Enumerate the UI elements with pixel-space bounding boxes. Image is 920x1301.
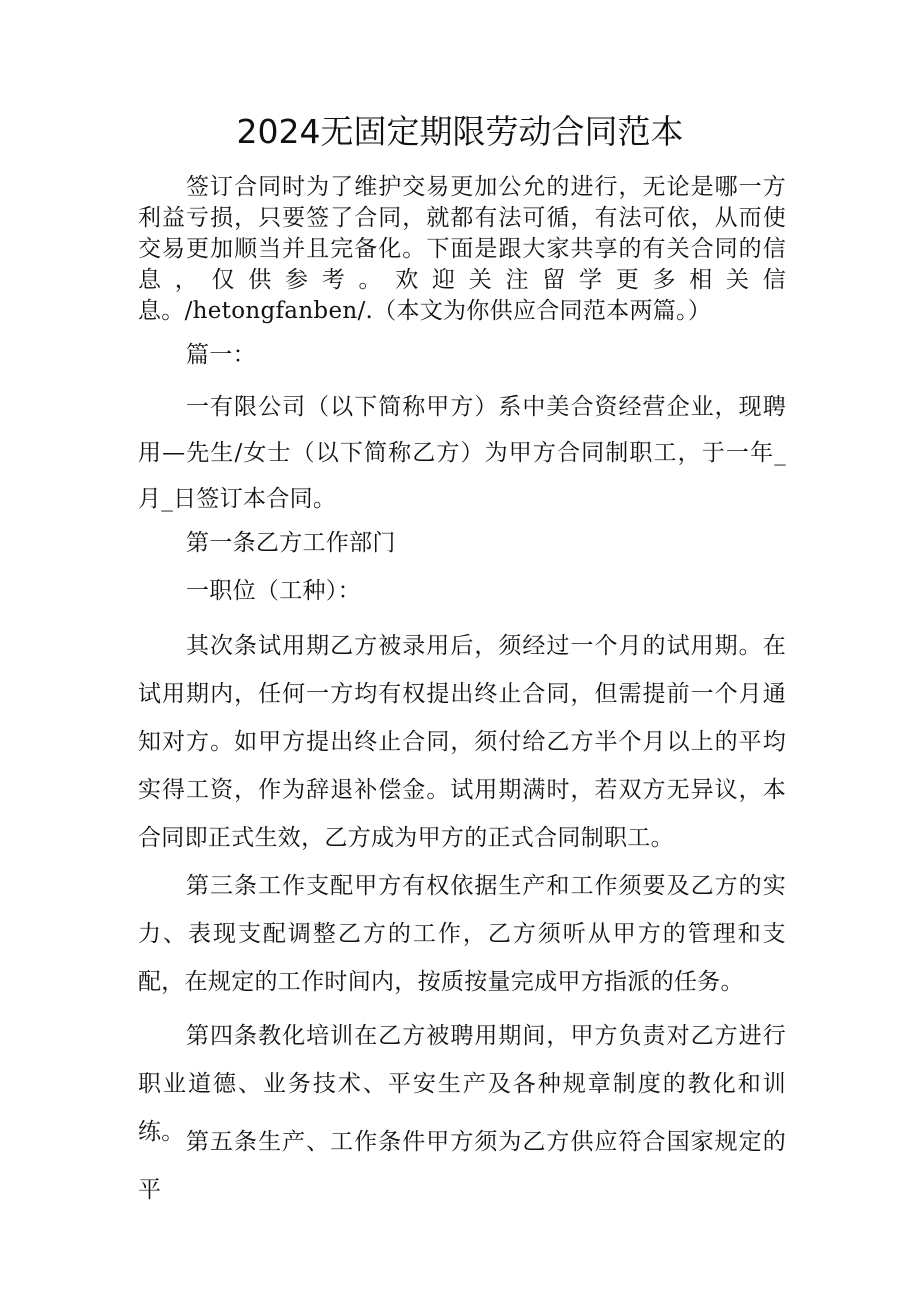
intro-paragraph: 签订合同时为了维护交易更加公允的进行，无论是哪一方利益亏损，只要签了合同，就都有法可循，有法可依，从而使交易更加顺当并且完备化。下面是跟大家共享的有关合同的信息，仅供参考。欢迎关注留学更多相关信息。/hetongfanben/.（本文为你供应合同范本两篇。） [138, 174, 786, 324]
article-1-heading: 第一条乙方工作部门 [186, 530, 396, 556]
article-2-paragraph: 其次条试用期乙方被录用后，须经过一个月的试用期。在试用期内，任何一方均有权提出终止合同，但需提前一个月通知对方。如甲方提出终止合同，须付给乙方半个月以上的平均实得工资，作为辞退补偿金。试用期满时，若双方无异议，本合同即正式生效，乙方成为甲方的正式合同制职工。 [138, 633, 786, 851]
article-3-paragraph: 第三条工作支配甲方有权依据生产和工作须要及乙方的实力、表现支配调整乙方的工作，乙方须听从甲方的管理和支配，在规定的工作时间内，按质按量完成甲方指派的任务。 [138, 873, 786, 995]
section-heading-part-one: 篇一： [186, 342, 256, 368]
position-line: 一职位（工种）： [186, 578, 361, 604]
parties-paragraph: 一有限公司（以下简称甲方）系中美合资经营企业，现聘用—先生/女士（以下简称乙方）为甲方合同制职工，于一年_月_日签订本合同。 [138, 394, 786, 512]
document-title: 2024无固定期限劳动合同范本 [236, 112, 684, 151]
article-4-paragraph: 第四条教化培训在乙方被聘用期间，甲方负责对乙方进行职业道德、业务技术、平安生产及各种规章制度的教化和训练。 [138, 1023, 786, 1145]
article-5-paragraph: 第五条生产、工作条件甲方须为乙方供应符合国家规定的平 [138, 1129, 786, 1203]
